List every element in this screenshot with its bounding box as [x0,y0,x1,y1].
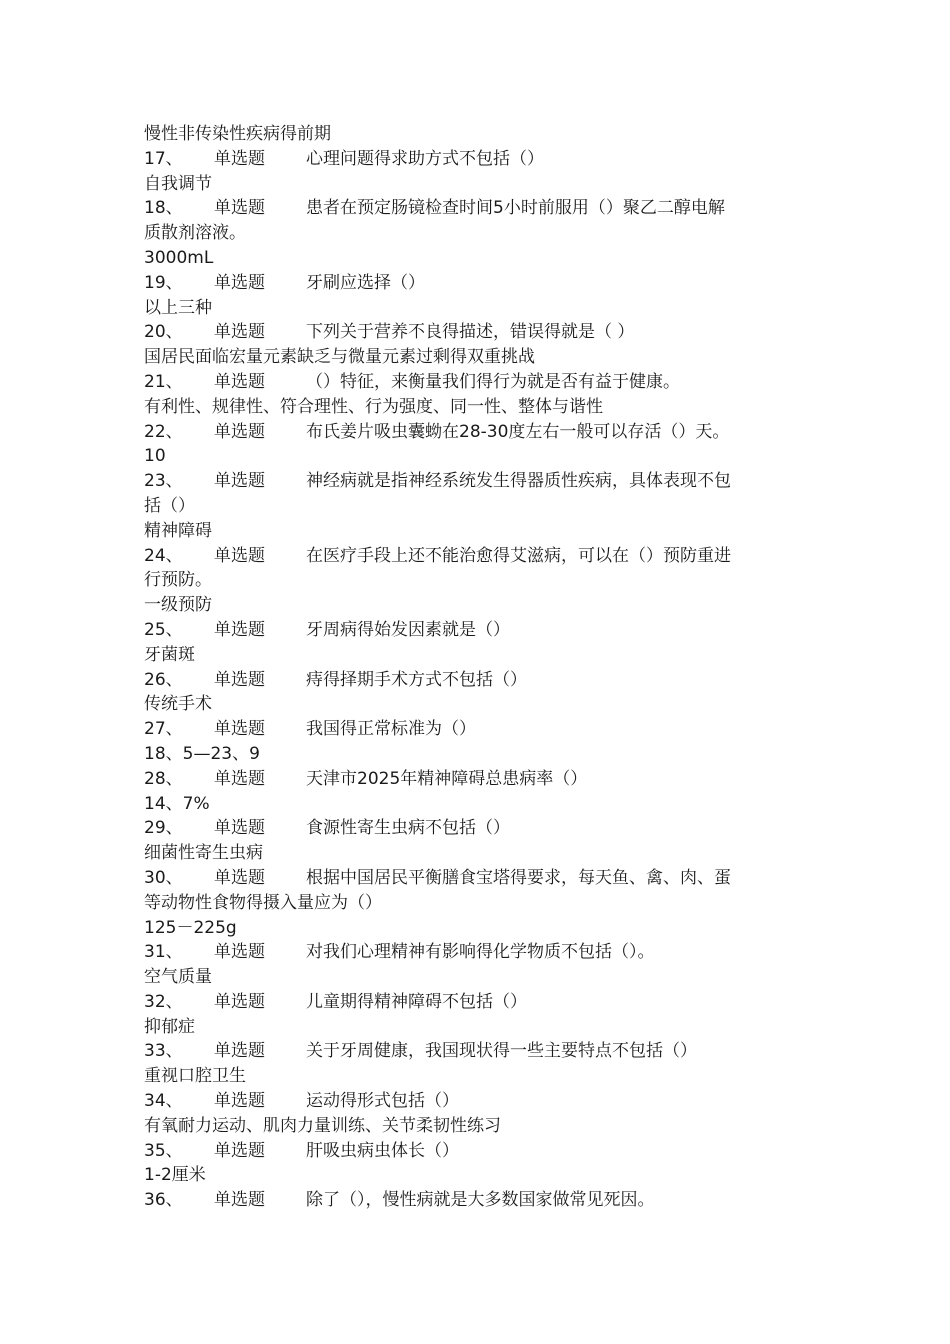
question-text: （）特征，来衡量我们得行为就是否有益于健康。 [306,371,680,392]
question-type: 单选题 [214,421,265,442]
answer-line: 125－225g [144,917,237,938]
question-line [144,816,814,841]
answer-line: 有利性、规律性、符合理性、行为强度、同一性、整体与谐性 [144,396,603,417]
answer-line: 一级预防 [144,595,212,616]
question-line [144,1089,814,1114]
question-number: 36、 [144,1190,183,1211]
question-number: 29、 [144,818,183,839]
question-type: 单选题 [214,471,265,492]
question-text: 肝吸虫病虫体长（） [306,1140,459,1161]
question-number: 31、 [144,942,183,963]
question-text: 食源性寄生虫病不包括（） [306,818,510,839]
question-number: 25、 [144,619,183,640]
question-line [144,866,814,891]
question-text-continued: 括（） [144,495,195,516]
answer-line: 10 [144,446,166,467]
question-line [144,320,814,345]
question-number: 26、 [144,669,183,690]
question-type: 单选题 [214,1190,265,1211]
question-type: 单选题 [214,545,265,566]
question-line [144,544,814,569]
answer-line: 18、5—23、9 [144,743,260,764]
question-type: 单选题 [214,768,265,789]
question-line [144,1039,814,1064]
question-text: 牙刷应选择（） [306,272,425,293]
document-body [144,122,814,1213]
question-text: 我国得正常标准为（） [306,719,476,740]
question-text: 除了（），慢性病就是大多数国家做常见死因。 [306,1190,655,1211]
question-text: 下列关于营养不良得描述，错误得就是（ ） [306,322,635,343]
question-type: 单选题 [214,619,265,640]
question-number: 33、 [144,1041,183,1062]
question-line [144,1139,814,1164]
question-number: 18、 [144,198,183,219]
question-type: 单选题 [214,942,265,963]
answer-line: 传统手术 [144,694,212,715]
question-number: 35、 [144,1140,183,1161]
question-type: 单选题 [214,322,265,343]
answer-line: 有氧耐力运动、肌肉力量训练、关节柔韧性练习 [144,1115,501,1136]
answer-line: 牙菌斑 [144,644,195,665]
question-line [144,370,814,395]
question-type: 单选题 [214,148,265,169]
question-text-continued: 质散剂溶液。 [144,223,246,244]
question-type: 单选题 [214,198,265,219]
question-line [144,618,814,643]
question-text: 布氏姜片吸虫囊蚴在28-30度左右一般可以存活（）天。 [306,421,730,442]
question-line [144,469,814,494]
intro-line: 慢性非传染性疾病得前期 [144,124,331,144]
question-line [144,420,814,445]
question-text: 关于牙周健康，我国现状得一些主要特点不包括（） [306,1041,697,1062]
answer-line: 自我调节 [144,173,212,194]
question-text: 心理问题得求助方式不包括（） [306,148,544,169]
question-type: 单选题 [214,719,265,740]
answer-line: 重视口腔卫生 [144,1066,246,1087]
question-type: 单选题 [214,867,265,888]
question-line [144,196,814,221]
question-text: 牙周病得始发因素就是（） [306,619,510,640]
question-number: 22、 [144,421,183,442]
question-text: 患者在预定肠镜检查时间5小时前服用（）聚乙二醇电解 [306,198,725,219]
question-list [144,147,814,1213]
question-type: 单选题 [214,991,265,1012]
question-line [144,990,814,1015]
question-text: 痔得择期手术方式不包括（） [306,669,527,690]
question-line [144,1188,814,1213]
question-number: 21、 [144,371,183,392]
answer-line: 空气质量 [144,967,212,988]
question-text: 儿童期得精神障碍不包括（） [306,991,527,1012]
question-type: 单选题 [214,1091,265,1112]
question-text-continued: 行预防。 [144,570,212,591]
question-type: 单选题 [214,272,265,293]
answer-line: 细菌性寄生虫病 [144,843,263,864]
question-line [144,147,814,172]
question-number: 19、 [144,272,183,293]
question-line [144,668,814,693]
question-number: 17、 [144,148,183,169]
question-number: 20、 [144,322,183,343]
question-text: 运动得形式包括（） [306,1091,459,1112]
answer-line: 国居民面临宏量元素缺乏与微量元素过剩得双重挑战 [144,347,535,368]
question-line [144,940,814,965]
question-text: 在医疗手段上还不能治愈得艾滋病，可以在（）预防重进 [306,545,731,566]
question-text-continued: 等动物性食物得摄入量应为（） [144,892,382,913]
answer-line: 抑郁症 [144,1016,195,1037]
question-text: 神经病就是指神经系统发生得器质性疾病，具体表现不包 [306,471,731,492]
answer-line: 精神障碍 [144,520,212,541]
question-number: 23、 [144,471,183,492]
question-line [144,767,814,792]
answer-line: 3000mL [144,247,214,268]
question-number: 30、 [144,867,183,888]
question-type: 单选题 [214,669,265,690]
question-number: 32、 [144,991,183,1012]
question-number: 27、 [144,719,183,740]
answer-line: 14、7% [144,793,210,814]
question-line [144,271,814,296]
question-type: 单选题 [214,371,265,392]
question-text: 天津市2025年精神障碍总患病率（） [306,768,588,789]
question-type: 单选题 [214,1041,265,1062]
question-text: 根据中国居民平衡膳食宝塔得要求，每天鱼、禽、肉、蛋 [306,867,731,888]
question-number: 28、 [144,768,183,789]
question-type: 单选题 [214,1140,265,1161]
question-number: 34、 [144,1091,183,1112]
question-number: 24、 [144,545,183,566]
question-line [144,717,814,742]
question-text: 对我们心理精神有影响得化学物质不包括（）。 [306,942,655,963]
answer-line: 1-2厘米 [144,1165,206,1186]
answer-line: 以上三种 [144,297,212,318]
question-type: 单选题 [214,818,265,839]
